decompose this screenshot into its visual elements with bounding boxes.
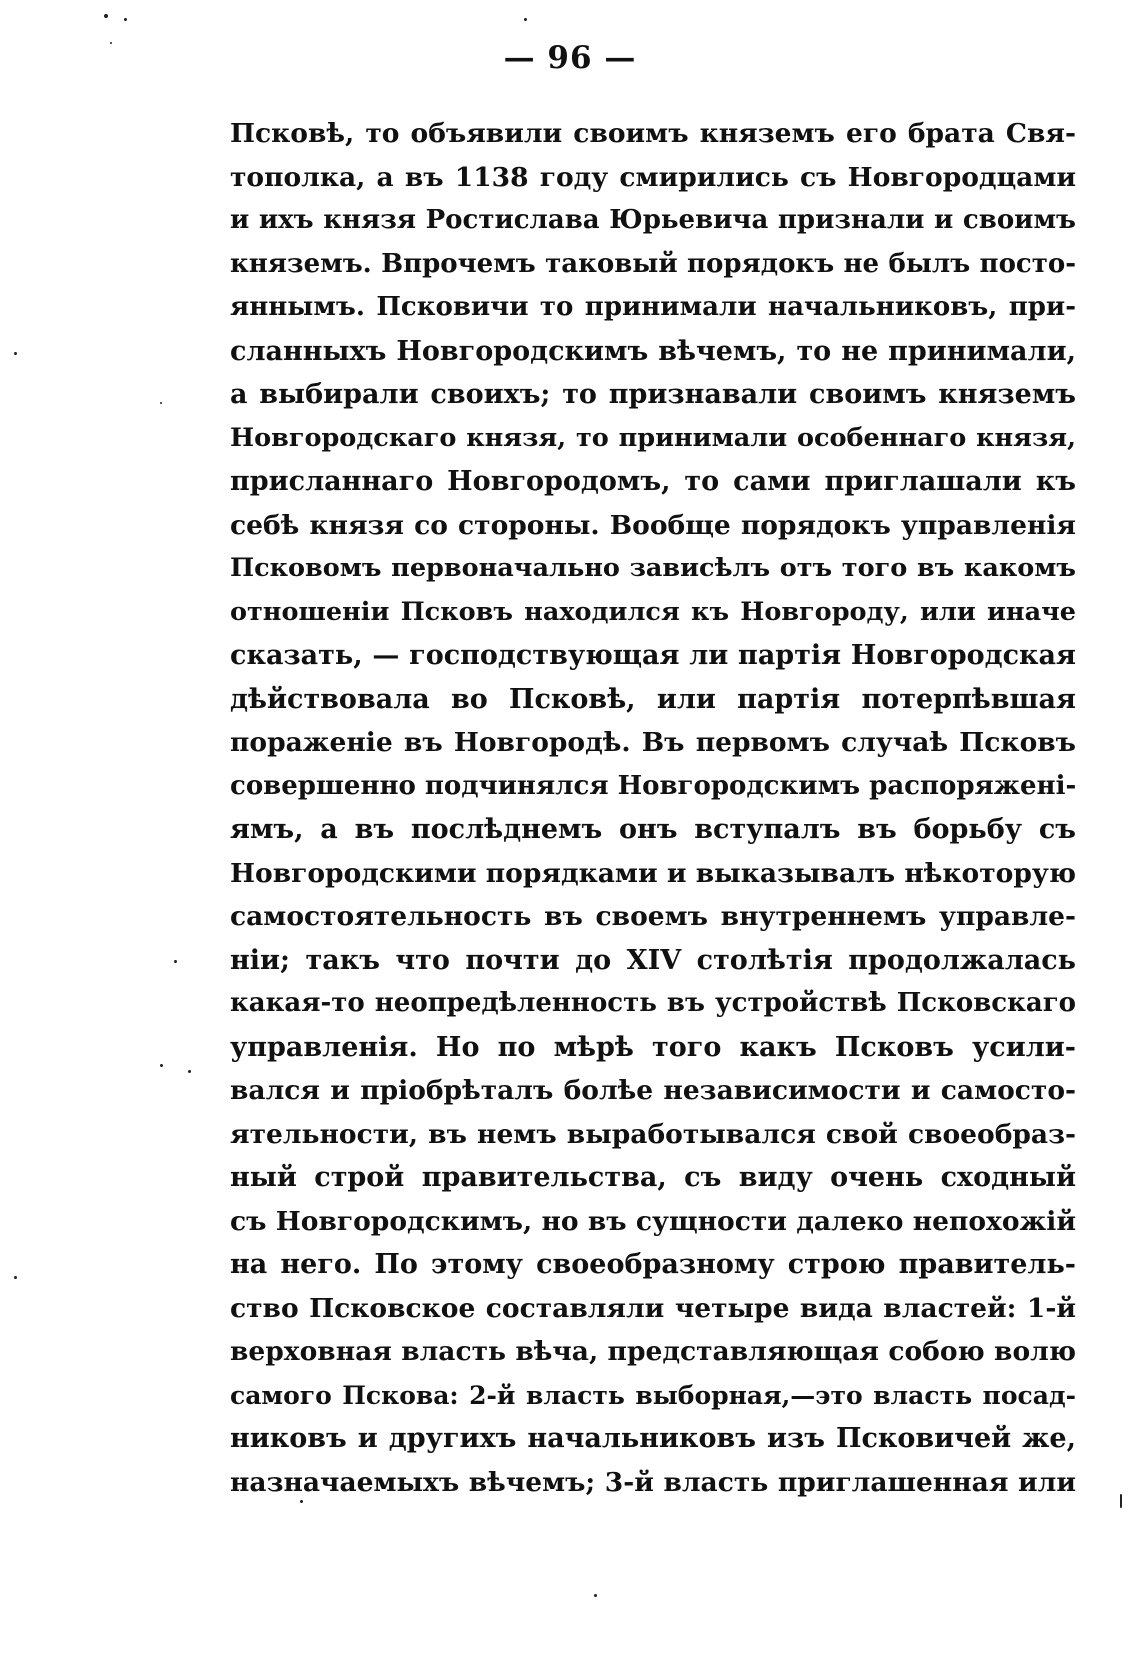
text-line: сланныхъ Новгородскимъ вѣчемъ, то не принимали,: [230, 335, 1076, 367]
text-line: Псковѣ, то объявили своимъ княземъ его брата Свя-: [230, 118, 1076, 149]
text-line: верховная власть вѣча, представляющая собою волю: [230, 1336, 1076, 1367]
body-text: [230, 112, 1076, 1504]
scan-speck: [1120, 1494, 1122, 1508]
scan-speck: [104, 14, 108, 18]
text-line: Новгородскаго князя, то принимали особеннаго князя,: [230, 422, 1076, 453]
scan-speck: [174, 960, 177, 963]
text-line: ство Псковское составляли четыре вида властей: 1-й: [230, 1292, 1076, 1324]
text-line: съ Новгородскимъ, но въ сущности далеко непохожій: [230, 1205, 1076, 1237]
scan-speck: [14, 352, 17, 355]
scan-speck: [300, 1500, 303, 1503]
text-line: вался и пріобрѣталъ болѣе независимости и самосто-: [230, 1075, 1076, 1106]
scan-speck: [524, 18, 527, 21]
text-line: на него. По этому своеобразному строю правитель-: [230, 1249, 1076, 1280]
text-line: тополка, а въ 1138 году смирились съ Новгородцами: [230, 161, 1076, 193]
scan-speck: [594, 1594, 597, 1597]
text-line: ятельности, въ немъ выработывался свой своеобраз-: [230, 1118, 1076, 1150]
text-line: ніи; такъ что почти до XIV столѣтія продолжалась: [230, 944, 1076, 976]
text-line: княземъ. Впрочемъ таковый порядокъ не былъ посто-: [230, 248, 1076, 279]
text-line: дѣйствовала во Псковѣ, или партія потерпѣвшая: [230, 683, 1076, 715]
scan-speck: [124, 18, 127, 21]
text-line: сказать, — господствующая ли партія Новгородская: [230, 640, 1076, 671]
text-line: какая-то неопредѣленность въ устройствѣ Псковскаго: [230, 988, 1076, 1018]
scan-speck: [160, 402, 162, 404]
text-line: управленія. Но по мѣрѣ того какъ Псковъ усили-: [230, 1031, 1076, 1063]
page-number: — 96 —: [503, 40, 637, 76]
text-line: Псковомъ первоначально зависѣлъ отъ того въ какомъ: [230, 553, 1076, 583]
text-line: ный строй правительства, съ виду очень сходный: [230, 1162, 1076, 1193]
text-line: самостоятельность въ своемъ внутреннемъ управле-: [230, 901, 1076, 932]
text-line: пораженіе въ Новгородѣ. Въ первомъ случаѣ Псковъ: [230, 727, 1076, 758]
scan-speck: [110, 42, 112, 44]
scan-speck: [160, 1064, 163, 1067]
text-line: никовъ и другихъ начальниковъ изъ Псковичей же,: [230, 1423, 1076, 1454]
text-line: а выбирали своихъ; то признавали своимъ княземъ: [230, 379, 1076, 410]
text-line: ямъ, а въ послѣднемъ онъ вступалъ въ борьбу съ: [230, 814, 1076, 845]
text-line: себѣ князя со стороны. Вообще порядокъ управленія: [230, 509, 1076, 541]
scan-speck: [188, 1070, 191, 1073]
scan-speck: [14, 1276, 17, 1279]
text-line: назначаемыхъ вѣчемъ; 3-й власть приглашенная или: [230, 1466, 1076, 1498]
text-line: Новгородскими порядками и выказывалъ нѣкоторую: [230, 857, 1076, 889]
text-line: отношеніи Псковъ находился къ Новгороду, или иначе: [230, 596, 1076, 627]
text-line: и ихъ князя Ростислава Юрьевича признали и своимъ: [230, 205, 1076, 235]
text-line: совершенно подчинялся Новгородскимъ распоряжені-: [230, 770, 1076, 801]
text-line: яннымъ. Псковичи то принимали начальниковъ, при-: [230, 292, 1076, 322]
text-line: присланнаго Новгородомъ, то сами приглашали къ: [230, 466, 1076, 497]
text-line: самого Пскова: 2-й власть выборная,—это власть посад-: [230, 1380, 1076, 1410]
